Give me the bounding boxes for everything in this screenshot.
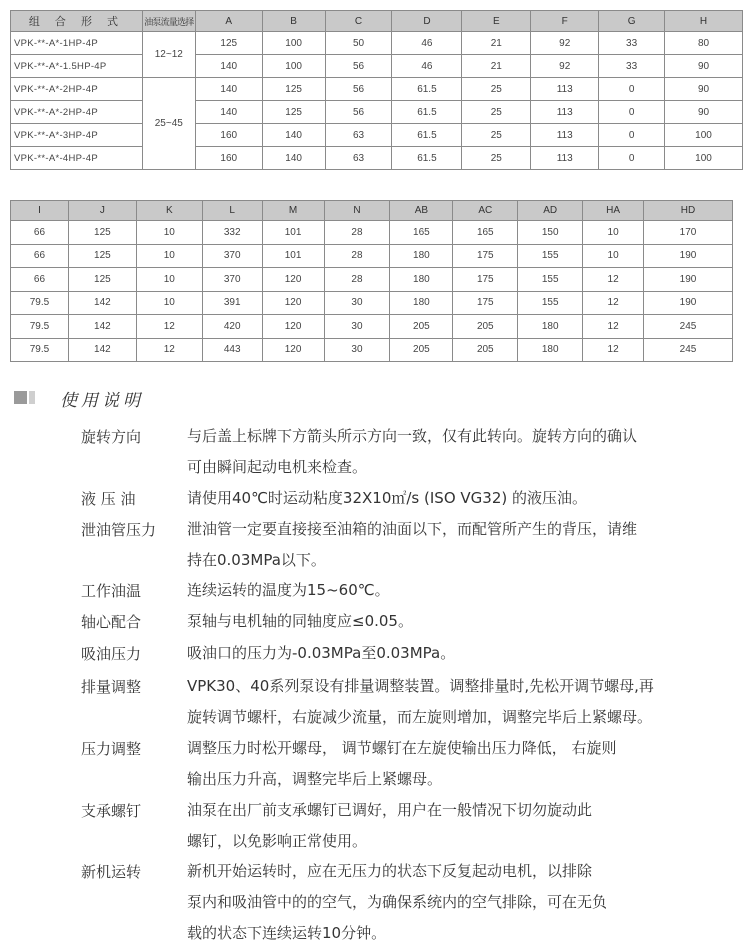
instruction-text	[187, 671, 732, 733]
dimension-table-1	[10, 10, 743, 170]
table-cell: 205	[390, 338, 453, 362]
instruction-text	[187, 483, 732, 514]
header-cell: AC	[453, 201, 518, 221]
instruction-label: 吸油压力	[81, 645, 142, 663]
table-cell: 56	[325, 101, 392, 124]
table-cell: 205	[453, 338, 518, 362]
table-cell: 140	[195, 78, 262, 101]
table-row	[11, 268, 733, 292]
table-cell: 10	[136, 291, 202, 315]
instruction-label: 液 压 油	[81, 490, 136, 508]
table-row	[11, 291, 733, 315]
text-line: 吸油口的压力为-0.03MPa至0.03MPa。	[187, 644, 456, 662]
table-row	[11, 244, 733, 268]
instruction-label: 压力调整	[81, 740, 142, 758]
instruction-text	[187, 514, 732, 576]
table-cell: 180	[518, 338, 583, 362]
table-cell: 21	[462, 55, 531, 78]
instruction-label: 泄油管压力	[81, 521, 157, 539]
table-cell: 140	[195, 55, 262, 78]
instruction-text	[187, 638, 732, 669]
table-row	[11, 147, 743, 170]
header-cell: J	[68, 201, 136, 221]
table-cell: 90	[665, 101, 743, 124]
table-cell: 56	[325, 78, 392, 101]
model-cell: VPK-**-A*-1.5HP-4P	[11, 55, 143, 78]
table-cell: 66	[11, 268, 69, 292]
table-cell: 10	[136, 244, 202, 268]
table-cell: 25	[462, 124, 531, 147]
table-cell: 101	[262, 244, 324, 268]
model-cell: VPK-**-A*-1HP-4P	[11, 32, 143, 55]
text-line: 输出压力升高，调整完毕后上紧螺母。	[187, 770, 443, 788]
table-cell: 30	[324, 315, 390, 339]
text-line: 新机开始运转时，应在无压力的状态下反复起动电机，以排除	[187, 862, 593, 880]
table-cell: 113	[531, 124, 599, 147]
table-cell: 28	[324, 268, 390, 292]
table-cell: 79.5	[11, 315, 69, 339]
instruction-text	[187, 575, 732, 606]
section-bar-icon	[29, 391, 35, 404]
instruction-label: 轴心配合	[81, 613, 142, 631]
text-line: 持在0.03MPa以下。	[187, 551, 326, 569]
table-row	[11, 32, 743, 55]
text-line: VPK30、40系列泵设有排量调整装置。调整排量时,先松开调节螺母,再	[187, 677, 654, 695]
table-cell: 175	[453, 291, 518, 315]
header-cell: B	[262, 11, 325, 32]
text-line: 连续运转的温度为15~60℃。	[187, 581, 390, 599]
table-cell: 245	[644, 315, 733, 339]
table-cell: 180	[390, 244, 453, 268]
table-cell: 10	[583, 244, 644, 268]
table-cell: 33	[599, 55, 665, 78]
instruction-text	[187, 421, 732, 483]
table-cell: 150	[518, 221, 583, 245]
table-cell: 420	[202, 315, 262, 339]
header-cell: HD	[644, 201, 733, 221]
table-cell: 12	[583, 291, 644, 315]
table-cell: 170	[644, 221, 733, 245]
model-cell: VPK-**-A*-2HP-4P	[11, 78, 143, 101]
table-cell: 370	[202, 244, 262, 268]
table-cell: 125	[262, 101, 325, 124]
header-cell: D	[392, 11, 462, 32]
table-cell: 443	[202, 338, 262, 362]
model-cell: VPK-**-A*-4HP-4P	[11, 147, 143, 170]
table-cell: 90	[665, 55, 743, 78]
table-cell: 90	[665, 78, 743, 101]
table-cell: 10	[583, 221, 644, 245]
table-cell: 180	[518, 315, 583, 339]
model-cell: VPK-**-A*-2HP-4P	[11, 101, 143, 124]
header-cell: E	[462, 11, 531, 32]
dimension-table-2	[10, 200, 733, 362]
table-cell: 10	[136, 221, 202, 245]
table-cell: 33	[599, 32, 665, 55]
text-line: 泄油管一定要直接接至油箱的油面以下，而配管所产生的背压，请维	[187, 520, 638, 538]
table-cell: 125	[68, 221, 136, 245]
table-cell: 205	[390, 315, 453, 339]
table-cell: 79.5	[11, 338, 69, 362]
table-cell: 190	[644, 268, 733, 292]
table-cell: 92	[531, 32, 599, 55]
header-cell: G	[599, 11, 665, 32]
table-cell: 30	[324, 291, 390, 315]
table-cell: 30	[324, 338, 390, 362]
table-cell: 165	[453, 221, 518, 245]
table-cell: 66	[11, 244, 69, 268]
table-cell: 79.5	[11, 291, 69, 315]
header-cell: 油泵流量选择	[142, 11, 195, 32]
text-line: 请使用40℃时运动粘度32X10㎡/s (ISO VG32) 的液压油。	[187, 489, 587, 507]
table-cell: 101	[262, 221, 324, 245]
header-cell: H	[665, 11, 743, 32]
table-cell: 0	[599, 78, 665, 101]
text-line: 泵内和吸油管中的的空气，为确保系统内的空气排除，可在无负	[187, 893, 608, 911]
table-cell: 205	[453, 315, 518, 339]
table-cell: 100	[262, 55, 325, 78]
table-cell: 120	[262, 315, 324, 339]
table-cell: 0	[599, 124, 665, 147]
table-cell: 46	[392, 55, 462, 78]
table-cell: 155	[518, 291, 583, 315]
table-cell: 63	[325, 124, 392, 147]
table-row	[11, 221, 733, 245]
table-cell: 100	[665, 147, 743, 170]
table-row	[11, 55, 743, 78]
table-cell: 125	[68, 268, 136, 292]
table-cell: 140	[262, 147, 325, 170]
header-cell: K	[136, 201, 202, 221]
table-cell: 61.5	[392, 101, 462, 124]
instruction-label: 排量调整	[81, 678, 142, 696]
header-cell: A	[195, 11, 262, 32]
table-cell: 66	[11, 221, 69, 245]
table-header-row	[11, 201, 733, 221]
table-cell: 125	[195, 32, 262, 55]
table-cell: 113	[531, 78, 599, 101]
section-title: 使用说明	[60, 391, 144, 411]
table-cell: 142	[68, 291, 136, 315]
instruction-label: 工作油温	[81, 582, 142, 600]
table-cell: 120	[262, 338, 324, 362]
table-cell: 391	[202, 291, 262, 315]
table-cell: 113	[531, 101, 599, 124]
table-row	[11, 78, 743, 101]
table-cell: 12	[136, 338, 202, 362]
table-cell: 160	[195, 147, 262, 170]
table-cell: 12	[136, 315, 202, 339]
table-cell: 0	[599, 147, 665, 170]
table-cell: 142	[68, 315, 136, 339]
table-cell: 190	[644, 291, 733, 315]
table-cell: 25	[462, 78, 531, 101]
text-line: 旋转调节螺杆，右旋减少流量，而左旋则增加，调整完毕后上紧螺母。	[187, 708, 653, 726]
table-cell: 140	[195, 101, 262, 124]
table-cell: 175	[453, 268, 518, 292]
table-cell: 46	[392, 32, 462, 55]
table-cell: 190	[644, 244, 733, 268]
table-cell: 113	[531, 147, 599, 170]
table-cell: 180	[390, 268, 453, 292]
header-cell: HA	[583, 201, 644, 221]
table-cell: 10	[136, 268, 202, 292]
text-line: 泵轴与电机轴的同轴度应≤0.05。	[187, 612, 413, 630]
model-cell: VPK-**-A*-3HP-4P	[11, 124, 143, 147]
text-line: 与后盖上标牌下方箭头所示方向一致，仅有此转向。旋转方向的确认	[187, 427, 638, 445]
table-cell: 50	[325, 32, 392, 55]
instruction-label: 支承螺钉	[81, 802, 142, 820]
table-cell: 63	[325, 147, 392, 170]
instruction-label: 旋转方向	[81, 428, 142, 446]
instruction-label: 新机运转	[81, 863, 142, 881]
table-cell: 332	[202, 221, 262, 245]
table-cell: 12	[583, 268, 644, 292]
table-cell: 140	[262, 124, 325, 147]
table-cell: 125	[262, 78, 325, 101]
header-cell: C	[325, 11, 392, 32]
table-cell: 80	[665, 32, 743, 55]
table-cell: 61.5	[392, 124, 462, 147]
table-cell: 61.5	[392, 78, 462, 101]
instruction-text	[187, 606, 732, 637]
instruction-text	[187, 856, 732, 949]
header-cell: AB	[390, 201, 453, 221]
table-cell: 120	[262, 291, 324, 315]
header-cell: L	[202, 201, 262, 221]
table-cell: 12	[583, 338, 644, 362]
table-cell: 25	[462, 101, 531, 124]
table-cell: 100	[665, 124, 743, 147]
table-row	[11, 124, 743, 147]
flow-group-cell: 25~45	[142, 78, 195, 170]
table-cell: 175	[453, 244, 518, 268]
table-cell: 61.5	[392, 147, 462, 170]
flow-group-cell: 12~12	[142, 32, 195, 78]
header-cell: 组 合 形 式	[11, 11, 143, 32]
text-line: 油泵在出厂前支承螺钉已调好，用户在一般情况下切勿旋动此	[187, 801, 593, 819]
table-cell: 142	[68, 338, 136, 362]
table-cell: 155	[518, 244, 583, 268]
table-cell: 370	[202, 268, 262, 292]
text-line: 螺钉，以免影响正常使用。	[187, 832, 368, 850]
header-cell: F	[531, 11, 599, 32]
table-cell: 100	[262, 32, 325, 55]
table-cell: 25	[462, 147, 531, 170]
table-cell: 28	[324, 221, 390, 245]
table-cell: 21	[462, 32, 531, 55]
header-cell: I	[11, 201, 69, 221]
table-cell: 160	[195, 124, 262, 147]
table-cell: 125	[68, 244, 136, 268]
table-row	[11, 315, 733, 339]
instruction-text	[187, 795, 732, 857]
table-cell: 28	[324, 244, 390, 268]
section-square-icon	[14, 391, 27, 404]
header-cell: M	[262, 201, 324, 221]
header-cell: N	[324, 201, 390, 221]
table-cell: 12	[583, 315, 644, 339]
table-row	[11, 338, 733, 362]
table-cell: 245	[644, 338, 733, 362]
table-cell: 155	[518, 268, 583, 292]
table-cell: 56	[325, 55, 392, 78]
table-cell: 120	[262, 268, 324, 292]
header-cell: AD	[518, 201, 583, 221]
text-line: 可由瞬间起动电机来检查。	[187, 458, 368, 476]
table-cell: 92	[531, 55, 599, 78]
table-cell: 165	[390, 221, 453, 245]
text-line: 调整压力时松开螺母， 调节螺钉在左旋使输出压力降低， 右旋则	[187, 739, 617, 757]
instruction-text	[187, 733, 732, 795]
table-row	[11, 101, 743, 124]
text-line: 载的状态下连续运转10分钟。	[187, 924, 387, 942]
table-cell: 180	[390, 291, 453, 315]
table-cell: 0	[599, 101, 665, 124]
table-header-row	[11, 11, 743, 32]
